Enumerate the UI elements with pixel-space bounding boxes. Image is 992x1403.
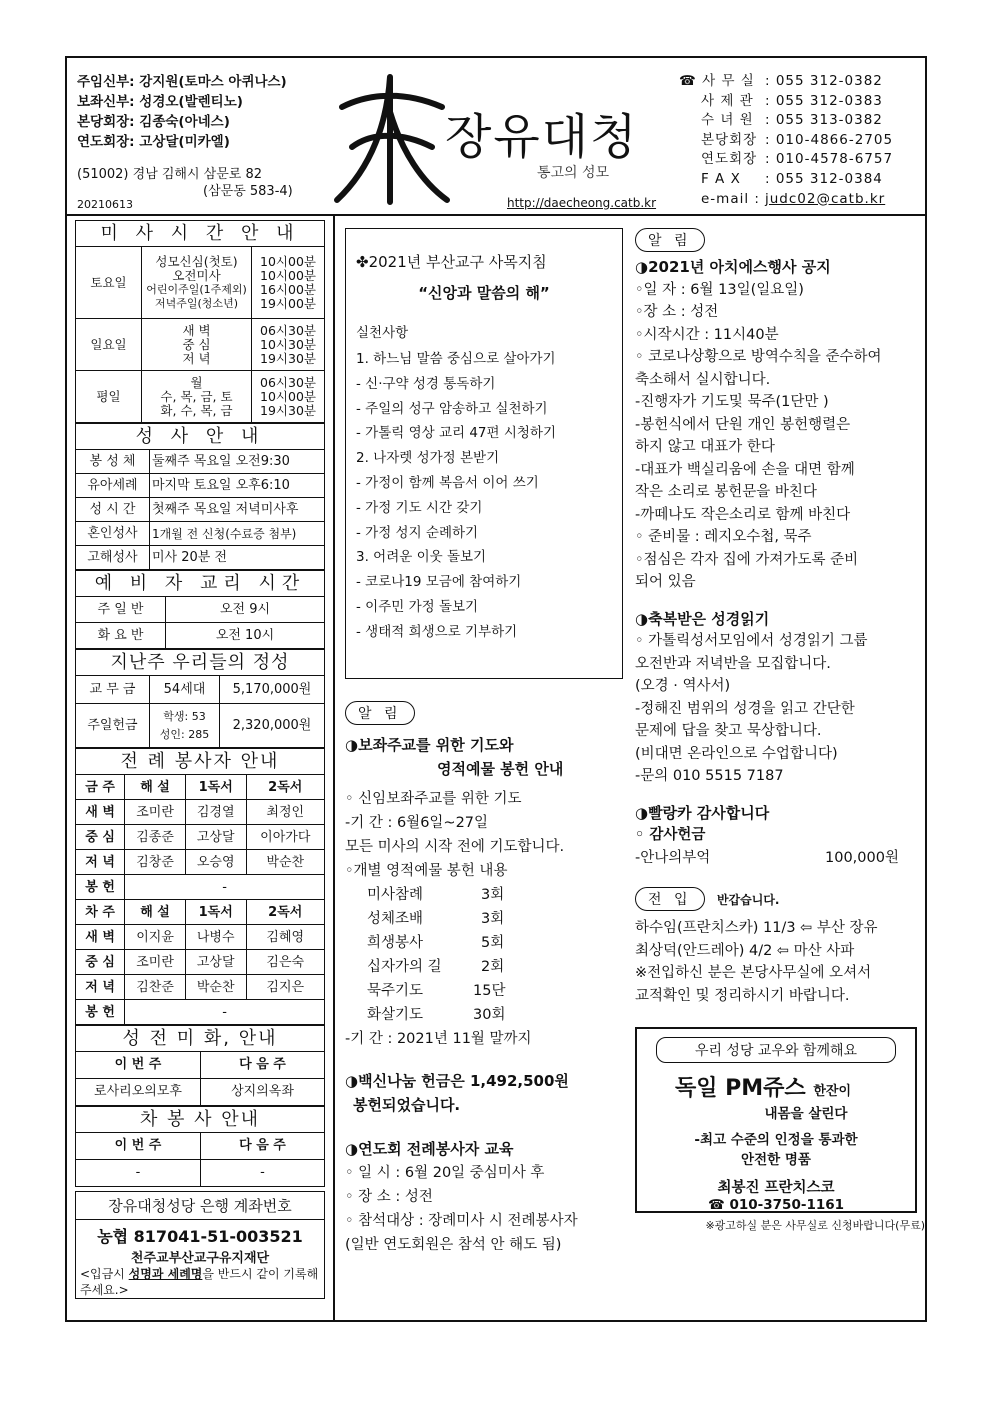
advertisement-box (635, 1027, 917, 1213)
servers-table: 전 례 봉사자 안내 금 주 해 설 1독서 2독서 새 벽 조미란 김경열 최정인 중 심 김종준 고상달 이아가다 저 녁 김창준 오승영 박순찬 봉 헌 - 차 주 해 설 1독서 2독서 새 벽 이지윤 나병수 김혜영 중 심 조미란 고상달 김은숙 저 녁 김찬준 박순찬 김지은 봉 헌 - (75, 748, 325, 1025)
spiritual-gifts-list: 미사참례 3회 성체조배 3회 희생봉사 5회 십자가의 길 2회 묵주기도 15단 화살기도 30회 (367, 887, 506, 1023)
list-item: 2. 나자렛 성가정 본받기 (356, 450, 500, 467)
contact-row: ☎ 사 무 실 : 055 312-0382 (679, 73, 883, 89)
notice-pill: 알 림 (635, 228, 925, 252)
parish-subtitle: 통고의 성모 (537, 165, 610, 181)
servers-title: 전 례 봉사자 안내 (76, 749, 325, 775)
sacrament-table: 성 사 안 내 봉 성 체 둘째주 목요일 오전9:30 유아세례 마지막 토요일 오후6:10 성 시 간 첫째주 목요일 저녁미사후 혼인성사 1개월 전 신청(수료증 첨부) 고해성사 미사 20분 전 (75, 423, 325, 570)
bible-reading-section: ◑축복받은 성경읽기 ◦ 가톨릭성서모임에서 성경읽기 그룹 오전반과 저녁반을 모집합니다. (오경 · 역사서) -정해진 범위의 성경을 읽고 간단한 문제에 답을 찾고 묵상합니다. (비대면 온라인으로 수업합니다) -문의 010 5515 7187 (635, 609, 868, 784)
bulletin-frame (65, 56, 927, 1322)
email-link[interactable]: judc02@catb.kr (765, 190, 886, 207)
mass-schedule-title: 미 사 시 간 안 내 (76, 221, 325, 247)
ad-note: ※광고하실 분은 사무실로 신청바랍니다(무료) (705, 1219, 925, 1232)
list-item: - 주일의 성구 암송하고 실천하기 (356, 400, 548, 417)
mass-schedule-table: 미 사 시 간 안 내 토요일 성모신심(첫토) 오전미사 어린이주일(1주제외) 저녁주일(청소년) 10시00분 10시00분 16시00분 19시00분 일요일 새 벽 중 심 저 녁 06시30분 10시30분 19시30분 평일 월 수, 목, 금, 토 화, 수, 목, 금 06시30분 10시00분 19시30분 (75, 220, 325, 423)
transfer-list: 하수임(프란치스카) 11/3 ⇦ 부산 장유 최상덕(안드레아) 4/2 ⇦ 마산 사파 ※전입하신 분은 본당사무실에 오셔서 교적확인 및 정리하시기 바랍니다. (635, 920, 878, 1004)
bank-account-holder: 천주교부산교구유지재단 (130, 1251, 270, 1266)
funeral-training-section: ◑연도회 전례봉사자 교육 ◦ 일 시 : 6월 20일 중심미사 후 ◦ 장 소 : 성전 ◦ 참석대상 : 장례미사 시 전례봉사자 (일반 연도회원은 참석 안 해도 됨) (345, 1140, 578, 1253)
header (67, 58, 925, 216)
contact-row: F A X : 055 312-0384 (701, 170, 883, 187)
cross-logo-icon (332, 72, 452, 207)
contact-row: 본당회장 : 010-4866-2705 (701, 131, 894, 148)
car-title: 차 봉 사 안내 (76, 1107, 325, 1133)
staff-row: 보좌신부: 성경오(발렌티노) (77, 94, 243, 110)
website-link[interactable]: http://daecheong.catb.kr (507, 196, 657, 210)
address-line: (51002) 경남 김해시 삼문로 82 (77, 167, 263, 182)
mass-day: 평일 (76, 371, 142, 423)
list-item: - 가정 성지 순례하기 (356, 524, 479, 541)
vision-title: ✤2021년 부산교구 사목지침 (356, 253, 547, 271)
contact-row: 사 제 관 : 055 312-0383 (701, 92, 883, 109)
left-column (75, 220, 325, 1187)
flowers-table: 성 전 미 화, 안내 이 번 주 다 음 주 로사리오의모후 상지의옥좌 (75, 1025, 325, 1106)
bank-account-number: 농협 817041-51-003521 (97, 1227, 303, 1246)
ad-line: 안전한 명품 (741, 1152, 811, 1168)
acies-section: ◑2021년 아치에스행사 공지 ◦일 자 : 6월 13일(일요일) ◦장 소 : 성전 ◦시작시간 : 11시40분 ◦ 코로나상황으로 방역수칙을 준수하여 축소해서 실시합니다. -진행자가 기도및 묵주(1단만 ) -봉헌식에서 단원 개인 봉헌행렬은 하지 않고 대표가 한다 -대표가 백실리움에 손을 대면 함께 작은 소리로 봉헌문을 바친다 -까떼나도 작은소리로 함께 바친다 ◦ 준비물 : 레지오수첩, 묵주 ◦점심은 각자 집에 가져가도록 준비 되어 있음 (635, 258, 882, 590)
staff-row: 연도회장: 고상달(미카엘) (77, 134, 230, 150)
contact-row: 수 녀 원 : 055 313-0382 (701, 112, 883, 129)
vision-practice-label: 실천사항 (356, 325, 409, 341)
list-item: 3. 어려운 이웃 돌보기 (356, 549, 487, 566)
list-item: - 가정이 함께 복음서 이어 쓰기 (356, 474, 539, 491)
vaccine-offering-section: ◑백신나눔 헌금은 1,492,500원 봉헌되었습니다. (345, 1072, 569, 1114)
catechism-table: 예 비 자 교리 시간 주 일 반 오전 9시 화 요 반 오전 10시 (75, 570, 325, 649)
list-item: 1. 하느님 말씀 중심으로 살아가기 (356, 351, 556, 367)
car-table: 차 봉 사 안내 이 번 주 다 음 주 - - (75, 1106, 325, 1187)
offering-title: 지난주 우리들의 정성 (76, 650, 325, 676)
ad-tagline: 내몸을 살린다 (764, 1106, 848, 1122)
notice-pill: 알 림 (345, 701, 623, 725)
right-column (635, 228, 925, 1233)
staff-row: 주임신부: 강지원(토마스 아퀴나스) (77, 74, 287, 90)
list-item: - 코로나19 모금에 참여하기 (356, 574, 522, 591)
list-item: - 가정 기도 시간 갖기 (356, 499, 483, 516)
ad-owner: 최봉진 프란치스코 (717, 1180, 835, 1196)
sacrament-title: 성 사 안 내 (76, 424, 325, 450)
address (77, 166, 293, 200)
staff-row: 본당회장: 김종숙(아네스) (77, 114, 230, 130)
list-item: - 이주민 가정 돌보기 (356, 598, 479, 615)
staff-list (77, 72, 287, 152)
list-item: - 생태적 희생으로 기부하기 (356, 623, 518, 640)
vision-motto: “신앙과 말씀의 해” (418, 284, 550, 302)
bishop-prayer-section: ◑보좌주교를 위한 기도와 영적예물 봉헌 안내 ◦ 신임보좌주교를 위한 기도 -기 간 : 6월6일~27일 모든 미사의 시작 전에 기도합니다. ◦개별 영적예물 봉헌 내용 미사참례 3회 성체조배 3회 희생봉사 5회 십자가의 길 2회 묵주기도 15단 화살기도 30회 -기 간 : 2021년 11월 말까지 (345, 733, 623, 1051)
column-divider (333, 216, 335, 1322)
catechism-title: 예 비 자 교리 시간 (76, 571, 325, 597)
diocese-logo-icon: ✤ (356, 253, 369, 271)
issue-date: 20210613 (77, 198, 133, 211)
palanca-section: ◑빨랑카 감사합니다 ◦ 감사헌금 -안나의부억 100,000원 (635, 803, 899, 866)
bank-account-box (75, 1191, 325, 1299)
contact-row: e-mail : judc02@catb.kr (701, 190, 886, 207)
address-line-sub: (삼문동 583-4) (203, 184, 293, 199)
ad-product-name: 독일 PM쥬스 한잔이 (675, 1076, 852, 1101)
ad-banner: 우리 성당 교우와 함께해요 (656, 1037, 896, 1063)
middle-column (345, 228, 623, 1257)
bank-note: <입금시 성명과 세례명을 반드시 같이 기록해 주세요.> (80, 1267, 319, 1297)
flowers-title: 성 전 미 화, 안내 (76, 1026, 325, 1052)
contact-list (679, 72, 893, 209)
vision-list (356, 347, 612, 645)
transfer-header: 전 입 반갑습니다. (635, 887, 925, 911)
mass-day: 일요일 (76, 319, 142, 371)
bank-title: 장유대청성당 은행 계좌번호 (76, 1192, 324, 1220)
ad-line: -최고 수준의 인정을 통과한 (694, 1132, 858, 1148)
pastoral-vision-box (345, 228, 623, 679)
contact-row: 연도회장 : 010-4578-6757 (701, 151, 894, 168)
offering-table: 지난주 우리들의 정성 교 무 금 54세대 5,170,000원 주일헌금 학생: 53 성인: 285 2,320,000원 (75, 649, 325, 748)
list-item: - 가톨릭 영상 교리 47편 시청하기 (356, 425, 556, 442)
ad-phone: ☎ 010-3750-1161 (707, 1197, 845, 1213)
list-item: - 신·구약 성경 통독하기 (356, 375, 496, 392)
mass-day: 토요일 (76, 247, 142, 319)
bulletin-title: 장유대청 (445, 109, 639, 165)
